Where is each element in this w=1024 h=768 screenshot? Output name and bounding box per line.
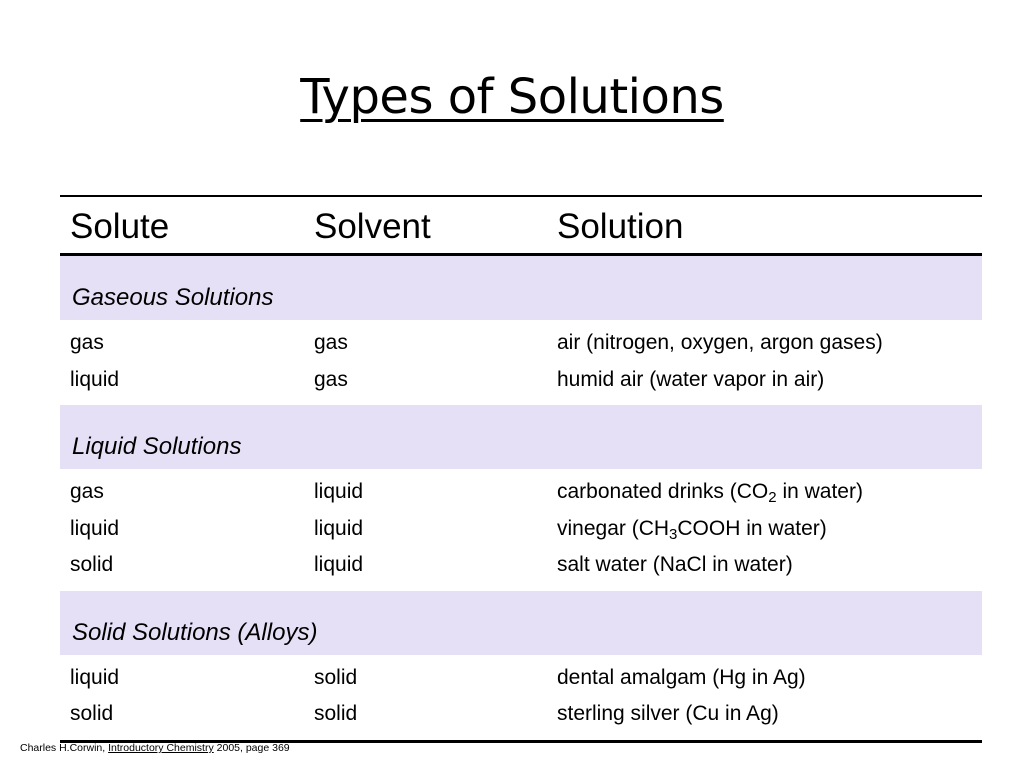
solute-cell: gas (70, 480, 104, 503)
table-row (60, 661, 982, 698)
section-title: Solid Solutions (Alloys) (72, 618, 318, 646)
citation-author: Charles H.Corwin, (20, 742, 109, 754)
solvent-cell: gas (314, 367, 348, 391)
solvent-cell: solid (314, 665, 358, 689)
solution-subscript: 2 (768, 489, 777, 506)
solution-cell: sterling silver (Cu in Ag) (557, 702, 779, 725)
solution-cell: air (nitrogen, oxygen, argon gases) (557, 331, 883, 354)
citation-details: 2005, page 369 (213, 742, 290, 754)
solution-cell: humid air (water vapor in air) (557, 367, 825, 391)
table-row (60, 548, 982, 585)
table-header-row (60, 197, 982, 256)
table-row (60, 512, 982, 549)
section-title: Liquid Solutions (72, 433, 242, 460)
solution-cell (557, 516, 827, 542)
table-row (60, 475, 982, 512)
solute-cell: liquid (70, 665, 120, 689)
solvent-cell: gas (314, 331, 348, 354)
section-rows-liquid (60, 469, 982, 591)
slide-title (0, 62, 1024, 132)
solution-cell (557, 479, 863, 505)
solution-text-post: in water) (776, 480, 863, 503)
solution-text-post: COOH in water) (677, 516, 827, 540)
header-solution: Solution (557, 207, 684, 246)
table-row (60, 363, 982, 400)
table-row (60, 326, 982, 363)
solvent-cell: solid (314, 702, 358, 725)
solvent-cell: liquid (314, 516, 364, 540)
section-rows-gaseous (60, 320, 982, 405)
solute-cell: liquid (70, 516, 120, 540)
solution-cell: salt water (NaCl in water) (557, 553, 793, 576)
solutions-table (60, 195, 982, 743)
solution-subscript: 3 (669, 525, 678, 543)
header-solute: Solute (70, 207, 170, 246)
solution-text-pre: vinegar (CH (557, 516, 670, 540)
solvent-cell: liquid (314, 480, 364, 503)
solute-cell: solid (70, 553, 114, 576)
solvent-cell: liquid (314, 553, 364, 576)
section-solid-solutions (60, 591, 982, 655)
citation (20, 741, 290, 755)
solution-cell: dental amalgam (Hg in Ag) (557, 665, 806, 689)
solute-cell: gas (70, 331, 104, 354)
solute-cell: liquid (70, 367, 120, 391)
section-gaseous-solutions (60, 256, 982, 320)
solution-text-pre: carbonated drinks (CO (557, 480, 769, 503)
solute-cell: solid (70, 702, 114, 725)
citation-book-title: Introductory Chemistry (108, 742, 214, 754)
section-liquid-solutions (60, 405, 982, 469)
header-solvent: Solvent (314, 207, 431, 246)
table-row (60, 697, 982, 734)
slide-title-text: Types of Solutions (300, 69, 724, 125)
section-title: Gaseous Solutions (72, 284, 274, 311)
section-rows-solid (60, 655, 982, 740)
